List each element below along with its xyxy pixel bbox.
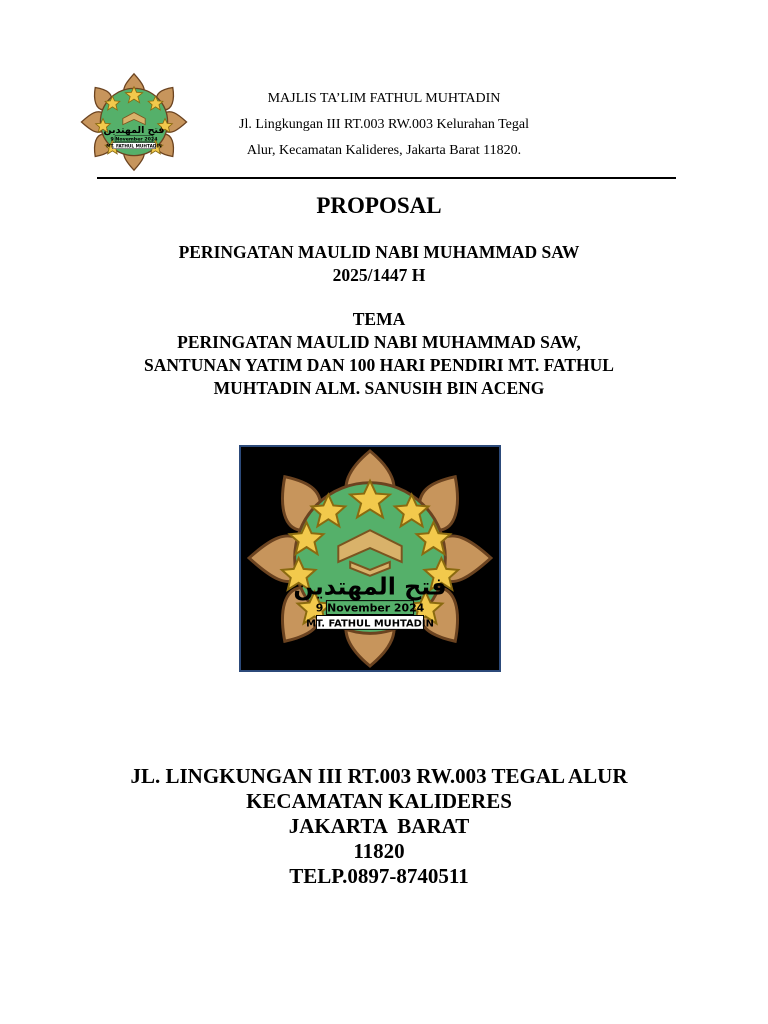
address-line-2: Alur, Kecamatan Kalideres, Jakarta Barat 11820. (246, 143, 522, 158)
header-logo (78, 68, 190, 176)
event-name: PERINGATAN MAULID NABI MUHAMMAD SAW (178, 242, 580, 262)
footer-line: JL. LINGKUNGAN III RT.003 RW.003 TEGAL ALUR (130, 764, 628, 788)
theme-section (0, 308, 758, 400)
footer-line: JAKARTA BARAT (288, 814, 470, 838)
theme-label: TEMA (352, 309, 406, 329)
theme-line: MUHTADIN ALM. SANUSIH BIN ACENG (213, 378, 545, 398)
letterhead (200, 86, 568, 164)
footer-line: 11820 (353, 839, 405, 863)
org-name: MAJLIS TA’LIM FATHUL MUHTADIN (267, 91, 501, 106)
footer-line: KECAMATAN KALIDERES (246, 789, 512, 813)
event-year: 2025/1447 H (332, 265, 426, 285)
document-title: PROPOSAL (316, 193, 442, 218)
theme-line: PERINGATAN MAULID NABI MUHAMMAD SAW, (177, 332, 581, 352)
theme-line: SANTUNAN YATIM DAN 100 HARI PENDIRI MT. FATHUL (144, 355, 614, 375)
logo-date-text: 9 November 2024 (315, 601, 425, 615)
logo-date-text: 9 November 2024 (110, 137, 158, 143)
address-line-1: Jl. Lingkungan III RT.003 RW.003 Kelurahan Tegal (239, 117, 529, 132)
footer-line: TELP.0897-8740511 (289, 864, 469, 888)
event-heading (0, 241, 758, 287)
logo-arabic-text: فتح المهتدين (293, 572, 447, 601)
footer-address (0, 764, 758, 889)
logo-arabic-text: فتح المهتدين (103, 125, 165, 137)
main-logo (239, 445, 501, 672)
header-divider (97, 177, 676, 179)
logo-name-text: MT. FATHUL MUHTADIN (306, 618, 434, 630)
logo-name-text: MT. FATHUL MUHTADIN (106, 144, 162, 150)
